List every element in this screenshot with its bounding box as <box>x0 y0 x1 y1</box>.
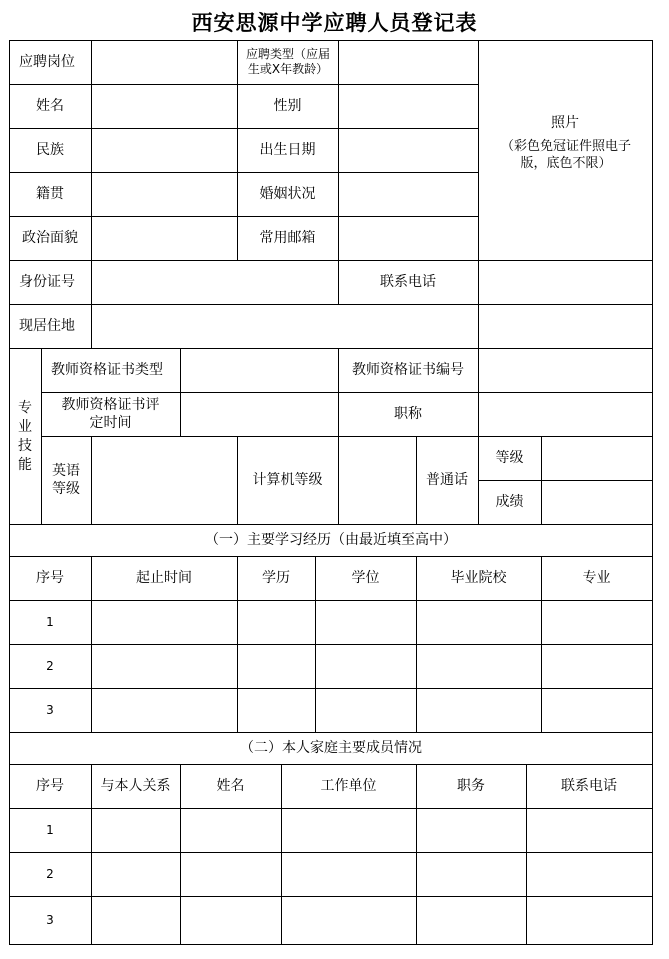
family-row-number: 1 <box>46 823 54 837</box>
ethnicity-label: 民族 <box>36 142 64 158</box>
id-number-label: 身份证号 <box>19 274 75 290</box>
id-number-input[interactable] <box>92 261 338 304</box>
phone-label: 联系电话 <box>380 274 436 290</box>
name-input[interactable] <box>92 85 237 128</box>
grid-line <box>9 644 653 645</box>
gender-label: 性别 <box>273 98 302 114</box>
edu-col-major: 专业 <box>582 570 611 586</box>
family-col-employer: 工作单位 <box>320 778 377 794</box>
cert-number-label: 教师资格证书编号 <box>352 362 464 378</box>
family-col-relation: 与本人关系 <box>100 778 171 794</box>
political-status-label: 政治面貌 <box>22 230 78 246</box>
family-col-position: 职务 <box>457 778 485 794</box>
edu-col-period: 起止时间 <box>136 570 192 586</box>
family-row-number: 2 <box>46 867 54 881</box>
birth-date-input[interactable] <box>339 129 478 172</box>
family-row-number: 3 <box>46 913 54 927</box>
grid-line <box>9 852 653 853</box>
mandarin-label: 普通话 <box>426 472 468 488</box>
edu-col-no: 序号 <box>36 570 64 586</box>
cert-time-input[interactable] <box>181 393 338 436</box>
birth-date-label: 出生日期 <box>259 142 316 158</box>
native-place-label: 籍贯 <box>36 186 64 202</box>
edu-row-number: 3 <box>46 703 54 717</box>
grid-line <box>9 896 653 897</box>
email-input[interactable] <box>339 217 478 260</box>
native-place-input[interactable] <box>92 173 237 216</box>
ethnicity-input[interactable] <box>92 129 237 172</box>
form-title: 西安思源中学应聘人员登记表 <box>191 10 478 35</box>
political-status-input[interactable] <box>92 217 237 260</box>
family-col-no: 序号 <box>36 778 64 794</box>
family-col-phone: 联系电话 <box>561 778 617 794</box>
mandarin-score-input[interactable] <box>542 481 652 524</box>
education-heading: （一）主要学习经历（由最近填至高中） <box>205 532 457 548</box>
cert-type-input[interactable] <box>181 349 338 392</box>
grid-line <box>9 808 653 809</box>
edu-row-number: 2 <box>46 659 54 673</box>
mandarin-grade-label: 等级 <box>495 450 524 466</box>
address-input[interactable] <box>92 305 652 348</box>
mandarin-score-label: 成绩 <box>495 494 524 510</box>
gender-input[interactable] <box>339 85 478 128</box>
computer-level-input[interactable] <box>339 437 416 524</box>
mandarin-grade-input[interactable] <box>542 437 652 480</box>
english-level-label: 英语等级 <box>52 463 80 497</box>
name-label: 姓名 <box>36 98 64 114</box>
marital-status-input[interactable] <box>339 173 478 216</box>
grid-line <box>652 40 653 945</box>
grid-line <box>9 688 653 689</box>
title-input[interactable] <box>479 393 652 436</box>
applicant-type-label: 应聘类型（应届生或X年教龄） <box>245 47 330 76</box>
family-heading: （二）本人家庭主要成员情况 <box>240 740 422 756</box>
english-level-input[interactable] <box>92 437 237 524</box>
edu-col-degree: 学位 <box>351 570 380 586</box>
title-label: 职称 <box>394 406 422 422</box>
marital-status-label: 婚姻状况 <box>259 186 316 202</box>
grid-line <box>9 944 653 945</box>
cert-type-label: 教师资格证书类型 <box>51 362 163 378</box>
email-label: 常用邮箱 <box>259 230 316 246</box>
edu-col-degree-level: 学历 <box>262 570 290 586</box>
grid-line <box>9 600 653 601</box>
position-label: 应聘岗位 <box>19 54 75 70</box>
cert-time-label: 教师资格证书评定时间 <box>61 397 160 431</box>
position-input[interactable] <box>92 41 237 84</box>
address-label: 现居住地 <box>19 318 75 334</box>
computer-level-label: 计算机等级 <box>252 472 323 488</box>
edu-row-number: 1 <box>46 615 54 629</box>
phone-input[interactable] <box>479 261 652 304</box>
applicant-type-input[interactable] <box>339 41 478 84</box>
edu-col-school: 毕业院校 <box>450 570 507 586</box>
photo-label: 照片 <box>551 115 579 131</box>
family-col-name: 姓名 <box>216 778 245 794</box>
skills-section-label: 专业技能 <box>18 400 32 473</box>
cert-number-input[interactable] <box>479 349 652 392</box>
photo-note: （彩色免冠证件照电子版，底色不限） <box>500 139 631 171</box>
